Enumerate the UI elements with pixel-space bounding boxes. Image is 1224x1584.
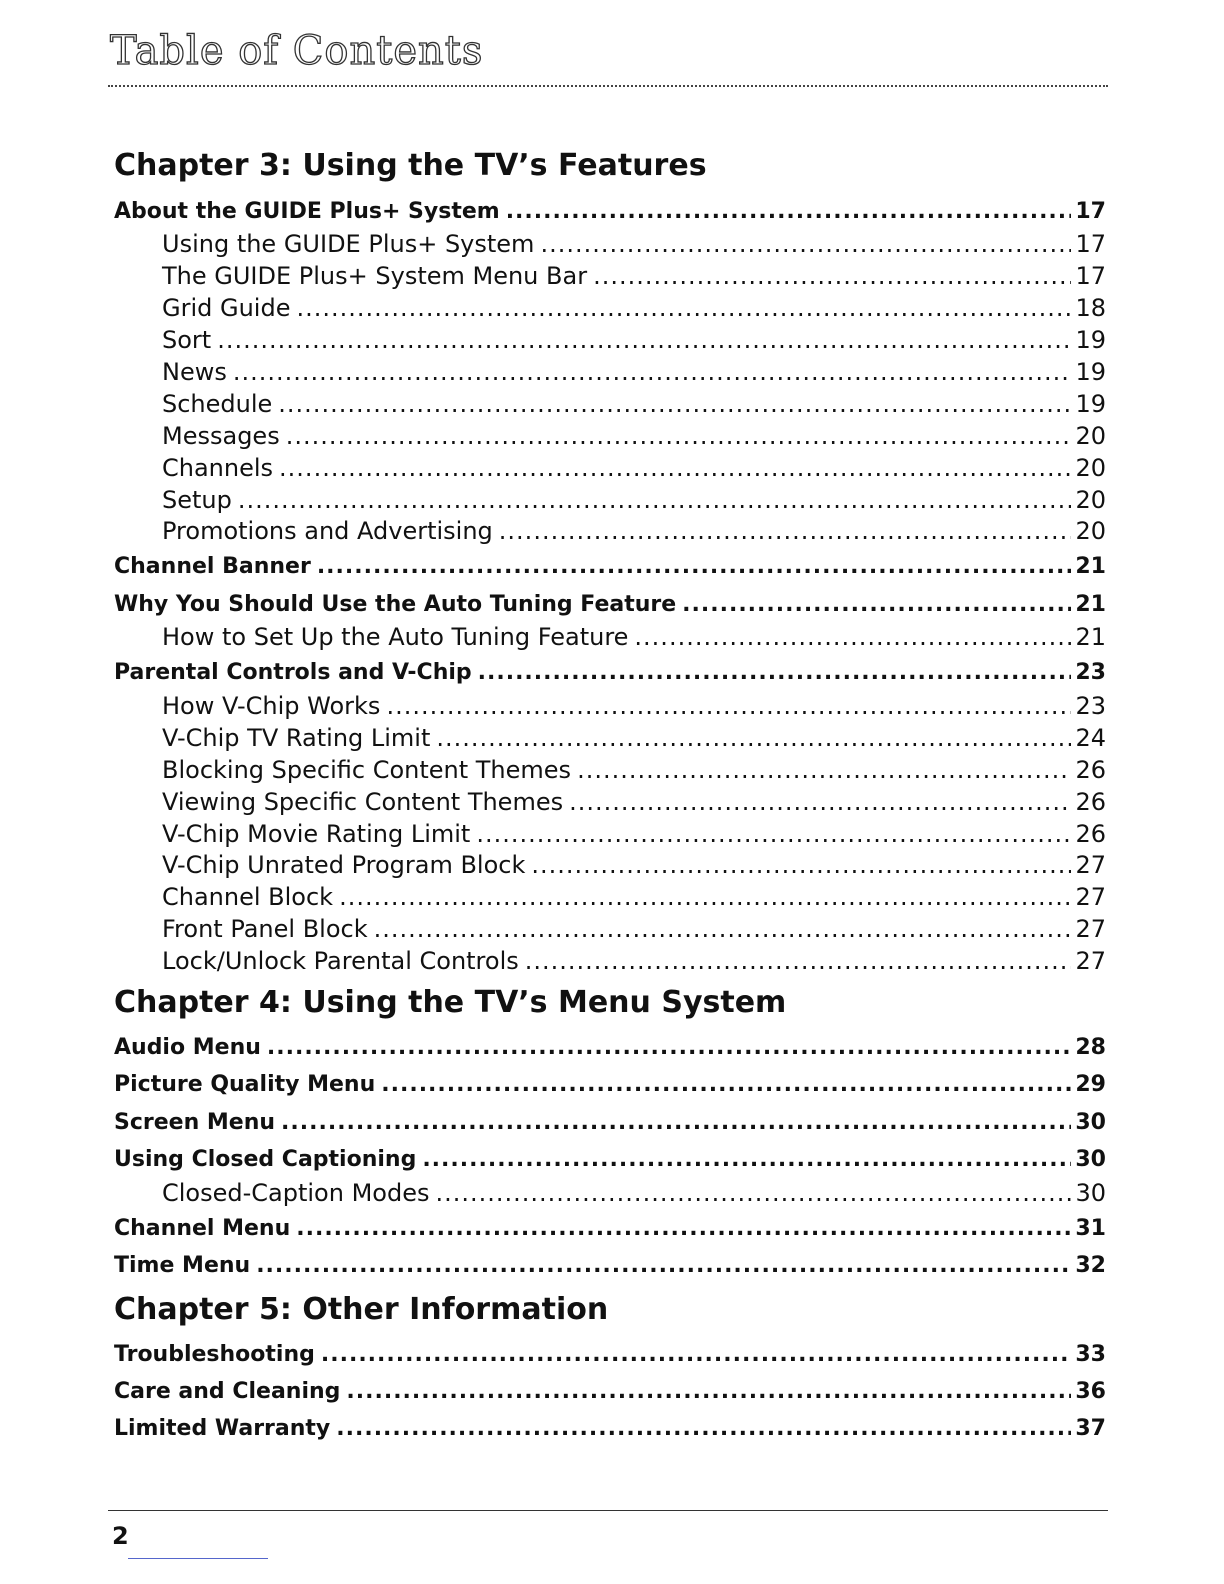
toc-subsection-entry bbox=[114, 485, 1106, 515]
dot-leader bbox=[256, 1251, 1071, 1281]
toc-subsection-entry bbox=[114, 261, 1106, 291]
entry-page-number: 19 bbox=[1075, 326, 1106, 354]
entry-label: Parental Controls and V-Chip bbox=[114, 660, 472, 685]
dot-leader bbox=[531, 850, 1071, 880]
entry-page-number: 27 bbox=[1075, 851, 1106, 879]
toc-subsection-entry bbox=[114, 850, 1106, 880]
dot-leader bbox=[381, 1070, 1071, 1100]
dot-leader bbox=[296, 1214, 1071, 1244]
toc-section-entry bbox=[114, 1377, 1106, 1407]
dot-leader bbox=[374, 914, 1072, 944]
entry-label: Front Panel Block bbox=[162, 915, 368, 943]
toc-section-entry bbox=[114, 1145, 1106, 1175]
entry-page-number: 28 bbox=[1075, 1035, 1106, 1060]
footer-divider bbox=[108, 1510, 1108, 1511]
dot-leader bbox=[682, 590, 1071, 620]
dot-leader bbox=[499, 516, 1072, 546]
entry-label: Troubleshooting bbox=[114, 1342, 315, 1367]
toc-subsection-entry bbox=[114, 914, 1106, 944]
entry-label: Limited Warranty bbox=[114, 1416, 331, 1441]
dot-leader bbox=[525, 946, 1072, 976]
entry-label: V-Chip TV Rating Limit bbox=[162, 724, 431, 752]
entry-page-number: 17 bbox=[1075, 262, 1106, 290]
toc-section-entry bbox=[114, 552, 1106, 582]
dot-leader bbox=[540, 229, 1071, 259]
entry-label: Using Closed Captioning bbox=[114, 1147, 417, 1172]
entry-label: Audio Menu bbox=[114, 1035, 261, 1060]
toc-subsection-entry bbox=[114, 325, 1106, 355]
dot-leader bbox=[346, 1377, 1071, 1407]
dot-leader bbox=[476, 819, 1071, 849]
entry-page-number: 32 bbox=[1075, 1253, 1106, 1278]
toc-subsection-entry bbox=[114, 882, 1106, 912]
toc-section-entry bbox=[114, 658, 1106, 688]
dot-leader bbox=[286, 421, 1072, 451]
entry-page-number: 33 bbox=[1075, 1342, 1106, 1367]
toc-subsection-entry bbox=[114, 1178, 1106, 1208]
dot-leader bbox=[217, 325, 1071, 355]
entry-label: Blocking Specific Content Themes bbox=[162, 756, 572, 784]
entry-page-number: 20 bbox=[1075, 454, 1106, 482]
footer-underline bbox=[128, 1558, 268, 1559]
toc-subsection-entry bbox=[114, 357, 1106, 387]
toc-subsection-entry bbox=[114, 229, 1106, 259]
entry-label: Channel Menu bbox=[114, 1216, 291, 1241]
toc-section-entry bbox=[114, 1070, 1106, 1100]
toc-section-entry bbox=[114, 1414, 1106, 1444]
entry-label: News bbox=[162, 358, 227, 386]
dot-leader bbox=[278, 389, 1071, 419]
dot-leader bbox=[386, 691, 1071, 721]
dot-leader bbox=[233, 357, 1072, 387]
toc-subsection-entry bbox=[114, 421, 1106, 451]
entry-page-number: 20 bbox=[1075, 422, 1106, 450]
toc-subsection-entry bbox=[114, 389, 1106, 419]
toc-subsection-entry bbox=[114, 787, 1106, 817]
entry-page-number: 29 bbox=[1075, 1072, 1106, 1097]
toc-section-entry bbox=[114, 1251, 1106, 1281]
dot-leader bbox=[577, 755, 1071, 785]
entry-page-number: 26 bbox=[1075, 788, 1106, 816]
chapter-heading: Chapter 4: Using the TV’s Menu System bbox=[114, 985, 787, 1020]
entry-page-number: 17 bbox=[1075, 199, 1106, 224]
entry-page-number: 20 bbox=[1075, 517, 1106, 545]
dot-leader bbox=[339, 882, 1071, 912]
dot-leader bbox=[593, 261, 1071, 291]
dot-leader bbox=[317, 552, 1072, 582]
toc-subsection-entry bbox=[114, 723, 1106, 753]
entry-page-number: 21 bbox=[1075, 623, 1106, 651]
toc-subsection-entry bbox=[114, 453, 1106, 483]
toc-subsection-entry bbox=[114, 622, 1106, 652]
entry-label: Picture Quality Menu bbox=[114, 1072, 376, 1097]
dot-leader bbox=[281, 1108, 1071, 1138]
chapter-heading: Chapter 3: Using the TV’s Features bbox=[114, 148, 707, 183]
entry-page-number: 27 bbox=[1075, 883, 1106, 911]
entry-label: V-Chip Movie Rating Limit bbox=[162, 820, 471, 848]
entry-label: V-Chip Unrated Program Block bbox=[162, 851, 526, 879]
entry-page-number: 21 bbox=[1075, 592, 1106, 617]
toc-section-entry bbox=[114, 197, 1106, 227]
entry-label: Closed-Caption Modes bbox=[162, 1179, 430, 1207]
entry-label: How to Set Up the Auto Tuning Feature bbox=[162, 623, 629, 651]
entry-page-number: 26 bbox=[1075, 820, 1106, 848]
toc-section-entry bbox=[114, 1108, 1106, 1138]
dot-leader bbox=[279, 453, 1071, 483]
entry-page-number: 19 bbox=[1075, 358, 1106, 386]
dot-leader bbox=[422, 1145, 1071, 1175]
chapter-heading: Chapter 5: Other Information bbox=[114, 1292, 609, 1327]
toc-subsection-entry bbox=[114, 819, 1106, 849]
entry-label: Promotions and Advertising bbox=[162, 517, 493, 545]
entry-page-number: 27 bbox=[1075, 947, 1106, 975]
entry-page-number: 21 bbox=[1075, 554, 1106, 579]
toc-subsection-entry bbox=[114, 755, 1106, 785]
dot-leader bbox=[478, 658, 1072, 688]
entry-page-number: 23 bbox=[1075, 660, 1106, 685]
toc-subsection-entry bbox=[114, 516, 1106, 546]
entry-page-number: 17 bbox=[1075, 230, 1106, 258]
entry-page-number: 20 bbox=[1075, 486, 1106, 514]
entry-label: Care and Cleaning bbox=[114, 1379, 341, 1404]
dot-leader bbox=[435, 1178, 1071, 1208]
dot-leader bbox=[321, 1340, 1071, 1370]
entry-page-number: 23 bbox=[1075, 692, 1106, 720]
entry-page-number: 30 bbox=[1075, 1179, 1106, 1207]
entry-page-number: 36 bbox=[1075, 1379, 1106, 1404]
entry-page-number: 31 bbox=[1075, 1216, 1106, 1241]
header-divider bbox=[108, 85, 1108, 87]
entry-page-number: 18 bbox=[1075, 294, 1106, 322]
entry-label: The GUIDE Plus+ System Menu Bar bbox=[162, 262, 588, 290]
dot-leader bbox=[436, 723, 1071, 753]
entry-label: Channel Block bbox=[162, 883, 334, 911]
dot-leader bbox=[336, 1414, 1071, 1444]
toc-section-entry bbox=[114, 590, 1106, 620]
entry-label: Channels bbox=[162, 454, 274, 482]
entry-page-number: 26 bbox=[1075, 756, 1106, 784]
entry-label: Why You Should Use the Auto Tuning Feature bbox=[114, 592, 677, 617]
entry-label: Sort bbox=[162, 326, 212, 354]
entry-label: About the GUIDE Plus+ System bbox=[114, 199, 500, 224]
entry-label: Schedule bbox=[162, 390, 273, 418]
entry-page-number: 24 bbox=[1075, 724, 1106, 752]
dot-leader bbox=[267, 1033, 1071, 1063]
dot-leader bbox=[569, 787, 1071, 817]
entry-page-number: 30 bbox=[1075, 1147, 1106, 1172]
entry-label: How V-Chip Works bbox=[162, 692, 381, 720]
entry-label: Viewing Specific Content Themes bbox=[162, 788, 564, 816]
entry-page-number: 30 bbox=[1075, 1110, 1106, 1135]
entry-label: Messages bbox=[162, 422, 280, 450]
entry-page-number: 37 bbox=[1075, 1416, 1106, 1441]
toc-subsection-entry bbox=[114, 691, 1106, 721]
toc-section-entry bbox=[114, 1340, 1106, 1370]
toc-section-entry bbox=[114, 1033, 1106, 1063]
entry-label: Channel Banner bbox=[114, 554, 311, 579]
entry-page-number: 27 bbox=[1075, 915, 1106, 943]
entry-label: Lock/Unlock Parental Controls bbox=[162, 947, 519, 975]
dot-leader bbox=[506, 197, 1072, 227]
dot-leader bbox=[634, 622, 1071, 652]
page-number: 2 bbox=[112, 1522, 129, 1550]
dot-leader bbox=[238, 485, 1072, 515]
entry-label: Setup bbox=[162, 486, 232, 514]
toc-subsection-entry bbox=[114, 946, 1106, 976]
entry-page-number: 19 bbox=[1075, 390, 1106, 418]
dot-leader bbox=[296, 293, 1071, 323]
toc-section-entry bbox=[114, 1214, 1106, 1244]
entry-label: Using the GUIDE Plus+ System bbox=[162, 230, 535, 258]
entry-label: Screen Menu bbox=[114, 1110, 276, 1135]
entry-label: Time Menu bbox=[114, 1253, 251, 1278]
toc-subsection-entry bbox=[114, 293, 1106, 323]
page-title: Table of Contents bbox=[110, 28, 484, 74]
entry-label: Grid Guide bbox=[162, 294, 291, 322]
